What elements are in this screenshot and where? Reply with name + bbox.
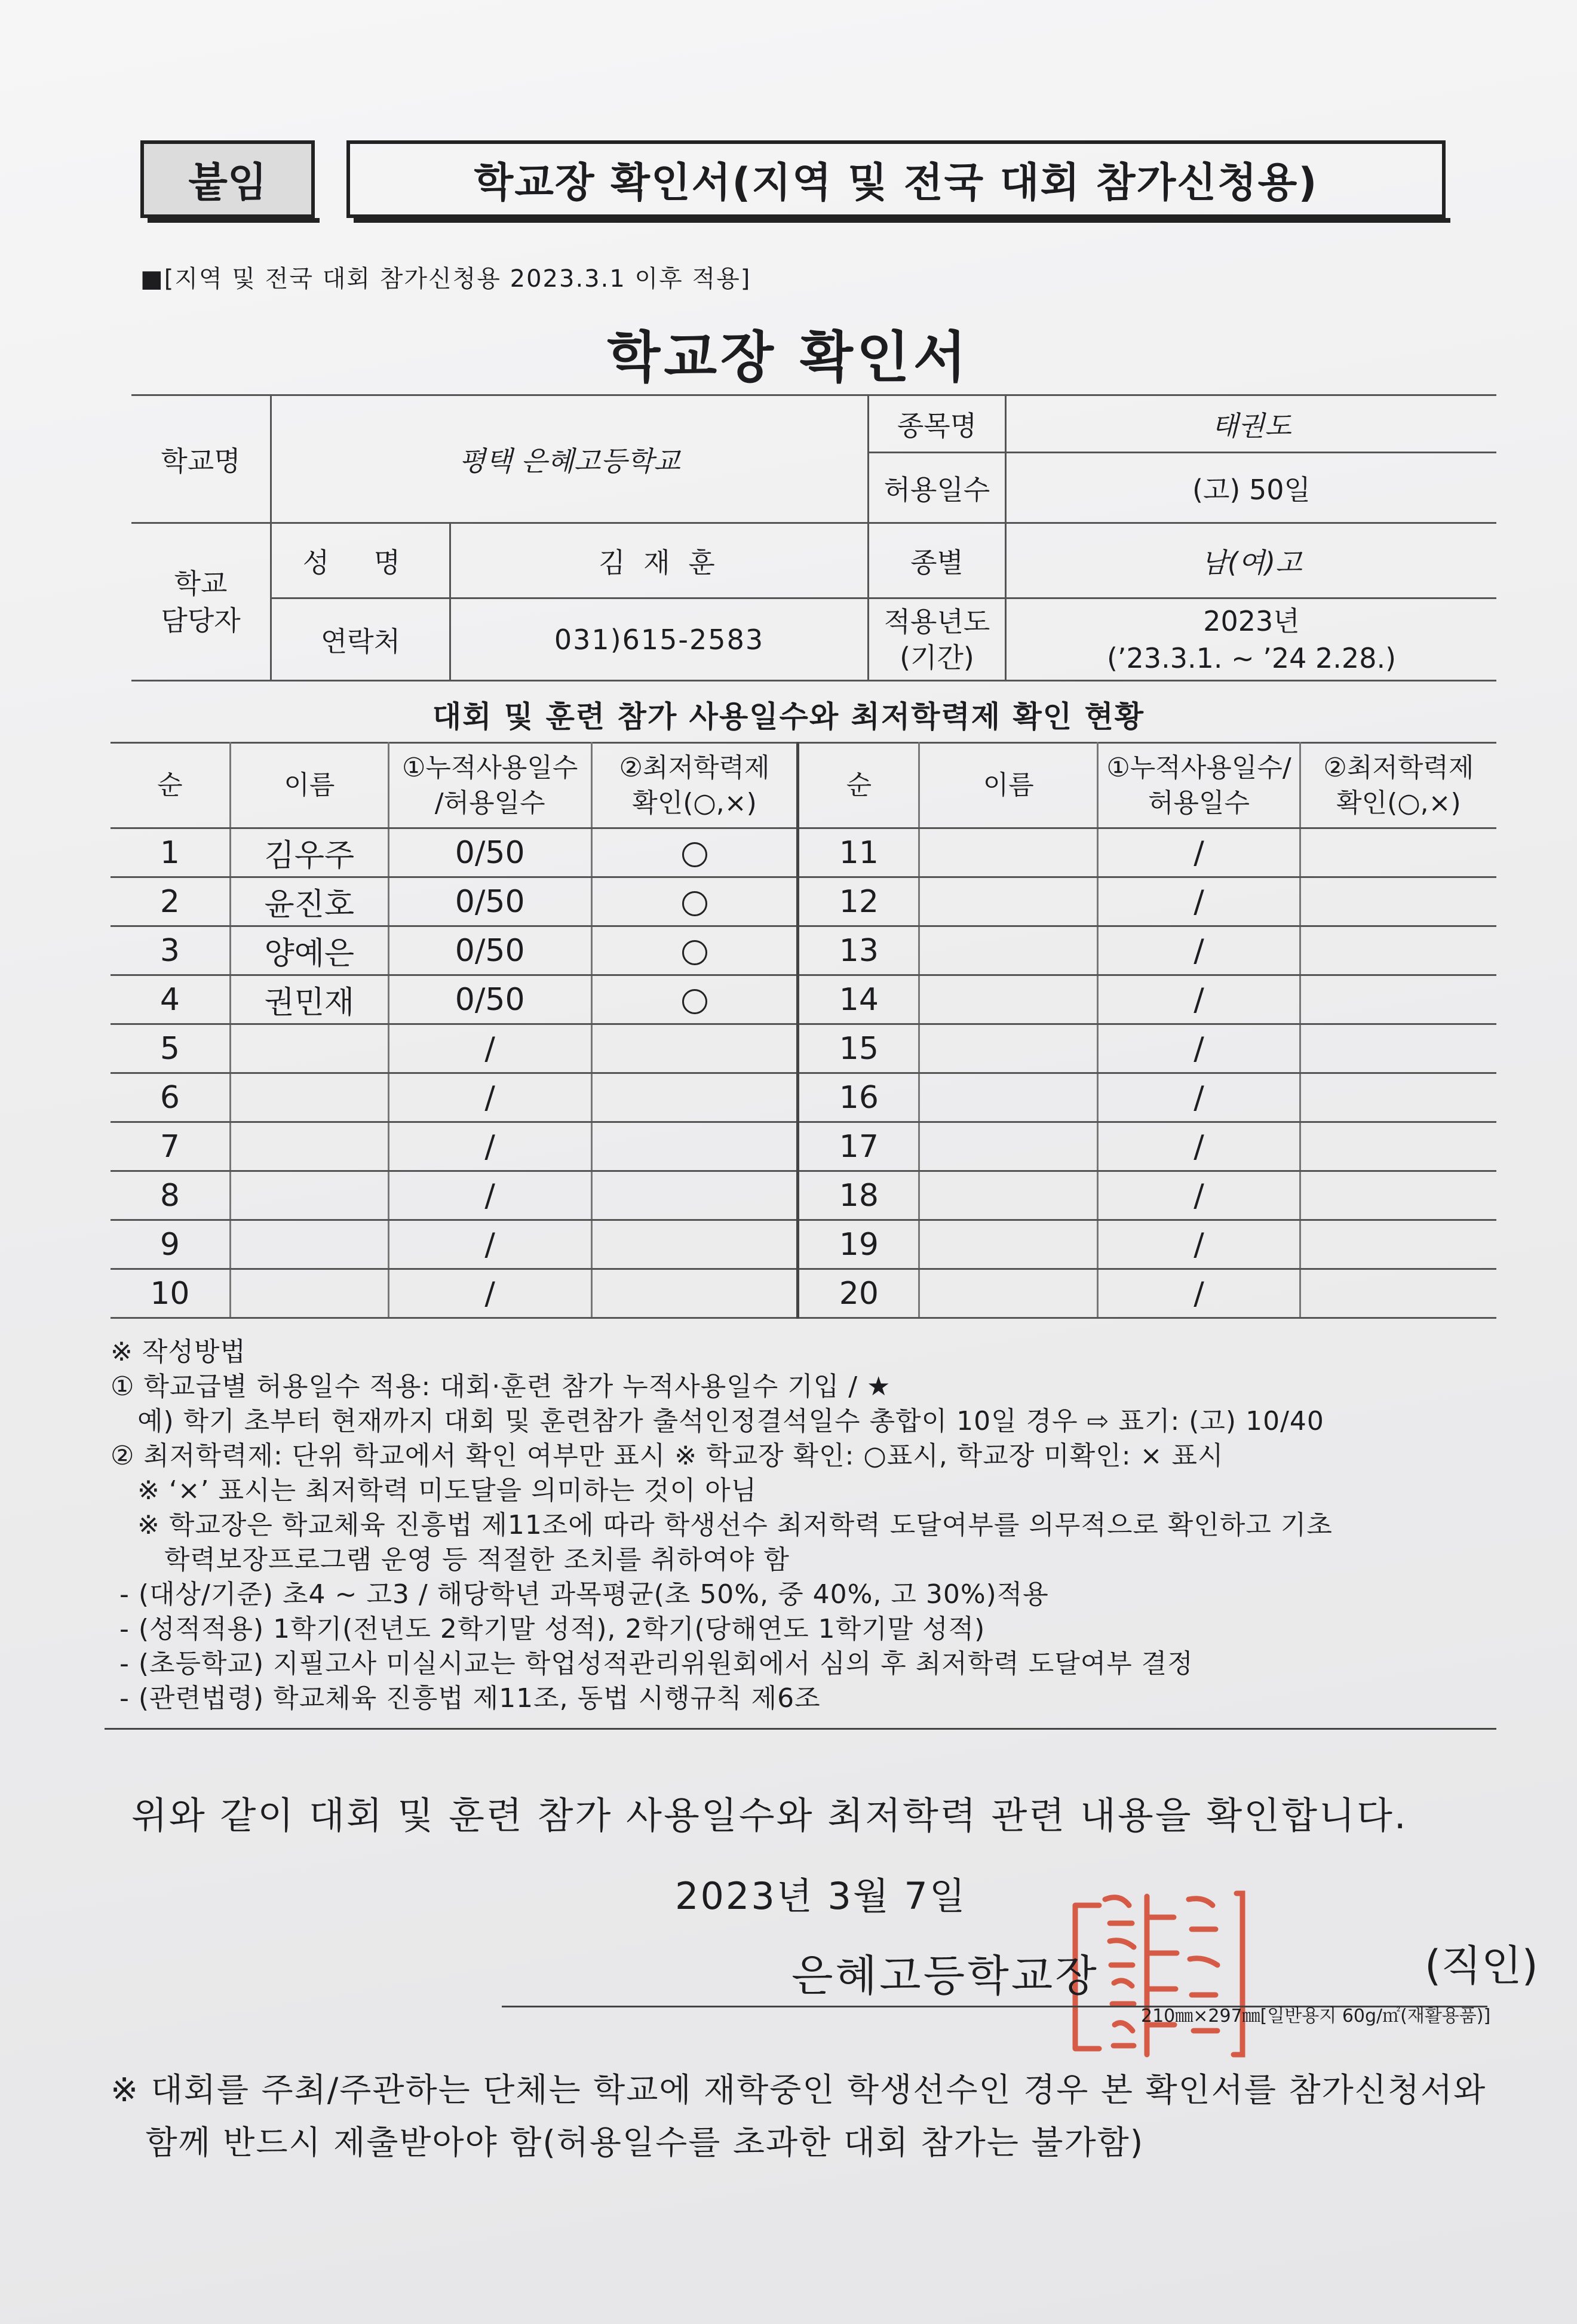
gender-label: 종별 [869, 523, 1006, 598]
roster-cell-no: 7 [111, 1122, 230, 1171]
roster-cell-ok [591, 1171, 798, 1220]
roster-cell-name [230, 1171, 388, 1220]
roster-cell-name2 [919, 828, 1098, 877]
roster-cell-days2: / [1098, 1122, 1300, 1171]
roster-cell-days: / [388, 1171, 591, 1220]
roster-cell-days: / [388, 1269, 591, 1318]
roster-cell-no2: 19 [798, 1220, 919, 1269]
school-info-table [131, 394, 1496, 681]
roster-cell-ok2 [1300, 1220, 1496, 1269]
school-principal-name: 은혜고등학교장 [791, 1951, 1099, 2001]
roster-cell-days2: / [1098, 1073, 1300, 1122]
roster-table [111, 742, 1496, 1319]
table-row [111, 926, 1496, 975]
year-value: 2023년 [1203, 604, 1300, 637]
roster-cell-ok2 [1300, 1171, 1496, 1220]
sport-value: 태권도 [1006, 395, 1497, 453]
roster-cell-name2 [919, 1171, 1098, 1220]
roster-cell-days2: / [1098, 1220, 1300, 1269]
roster-header-3: ①누적사용일수 /허용일수 [388, 743, 591, 828]
gender-value: 남(여)고 [1006, 523, 1497, 598]
roster-cell-days2: / [1098, 877, 1300, 926]
roster-cell-name: 권민재 [230, 975, 388, 1024]
roster-cell-ok2 [1300, 1269, 1496, 1318]
roster-cell-name [230, 1073, 388, 1122]
submission-footnote [111, 2064, 1486, 2169]
roster-cell-no2: 12 [798, 877, 919, 926]
roster-cell-name [230, 1220, 388, 1269]
roster-cell-no2: 11 [798, 828, 919, 877]
roster-cell-no: 2 [111, 877, 230, 926]
roster-cell-no: 4 [111, 975, 230, 1024]
roster-cell-ok [591, 877, 798, 926]
instruction-line: ① 학교급별 허용일수 적용: 대회·훈련 참가 누적사용일수 기입 / ★ [111, 1371, 891, 1402]
footnote-line: 함께 반드시 제출받아야 함(허용일수를 초과한 대회 참가는 불가함) [111, 2123, 1145, 2162]
roster-cell-name [230, 1024, 388, 1073]
table-row [111, 1171, 1496, 1220]
roster-cell-name2 [919, 1073, 1098, 1122]
roster-header-7: ①누적사용일수/ 허용일수 [1098, 743, 1300, 828]
table-row [111, 1220, 1496, 1269]
roster-cell-name: 김우주 [230, 828, 388, 877]
instruction-line: - (관련법령) 학교체육 진흥법 제11조, 동법 시행규칙 제6조 [111, 1683, 821, 1714]
roster-cell-no2: 15 [798, 1024, 919, 1073]
roster-title: 대회 및 훈련 참가 사용일수와 최저학력제 확인 현황 [432, 699, 1145, 734]
table-row [111, 1024, 1496, 1073]
seal-label: (직인) [1425, 1941, 1538, 1990]
roster-header-2: 이름 [230, 743, 388, 828]
roster-cell-ok [591, 975, 798, 1024]
roster-cell-no2: 20 [798, 1269, 919, 1318]
roster-cell-ok [591, 1122, 798, 1171]
roster-cell-no2: 13 [798, 926, 919, 975]
instruction-line: 학력보장프로그램 운영 등 적절한 조치를 취하여야 함 [111, 1545, 790, 1575]
instruction-line: - (초등학교) 지필고사 미실시교는 학업성적관리위원회에서 심의 후 최저학력 도달여부 결정 [111, 1648, 1194, 1679]
table-row [111, 877, 1496, 926]
check-circle-mark [682, 989, 707, 1014]
year-cell [1006, 598, 1497, 681]
divider-line [105, 1728, 1496, 1730]
writing-instructions [111, 1335, 1544, 1716]
contact-value: 031)615-2583 [450, 598, 869, 681]
roster-cell-days2: / [1098, 975, 1300, 1024]
roster-cell-ok2 [1300, 926, 1496, 975]
roster-cell-days2: / [1098, 1171, 1300, 1220]
issue-date: 2023년 3월 7일 [675, 1874, 967, 1918]
roster-cell-name2 [919, 877, 1098, 926]
roster-cell-name [230, 1269, 388, 1318]
table-row [111, 1122, 1496, 1171]
roster-header-8: ②최저학력제 확인(○,×) [1300, 743, 1496, 828]
roster-cell-ok2 [1300, 877, 1496, 926]
application-notice: ■[지역 및 전국 대회 참가신청용 2023.3.1 이후 적용] [140, 265, 751, 293]
confirmation-statement: 위와 같이 대회 및 훈련 참가 사용일수와 최저학력 관련 내용을 확인합니다. [131, 1794, 1408, 1837]
check-circle-mark [682, 940, 707, 965]
roster-cell-days: 0/50 [388, 828, 591, 877]
roster-cell-name [230, 1122, 388, 1171]
roster-cell-no: 3 [111, 926, 230, 975]
instruction-line: - (대상/기준) 초4 ~ 고3 / 해당학년 과목평균(초 50%, 중 40%, 고 30%)적용 [111, 1579, 1049, 1610]
school-name-value: 평택 은혜고등학교 [271, 395, 869, 523]
instruction-line: ② 최저학력제: 단위 학교에서 확인 여부만 표시 ※ 학교장 확인: ○표시, 학교장 미확인: × 표시 [111, 1441, 1224, 1471]
instruction-line: ※ 학교장은 학교체육 진흥법 제11조에 따라 학생선수 최저학력 도달여부를 의무적으로 확인하고 기초 [111, 1510, 1333, 1540]
roster-cell-name2 [919, 1269, 1098, 1318]
paper-spec: 210㎜×297㎜[일반용지 60g/㎡(재활용품)] [1141, 2006, 1491, 2027]
roster-cell-ok [591, 1269, 798, 1318]
roster-cell-ok2 [1300, 828, 1496, 877]
instruction-line: - (성적적용) 1학기(전년도 2학기말 성적), 2학기(당해연도 1학기말 성적) [111, 1614, 986, 1644]
roster-cell-days: / [388, 1024, 591, 1073]
roster-cell-ok2 [1300, 1122, 1496, 1171]
document-title: 학교장 확인서 [607, 326, 970, 389]
roster-cell-ok [591, 1073, 798, 1122]
roster-cell-name2 [919, 1122, 1098, 1171]
person-name-value: 김 재 훈 [450, 523, 869, 598]
roster-cell-no2: 17 [798, 1122, 919, 1171]
contact-label: 연락처 [271, 598, 450, 681]
roster-cell-name: 윤진호 [230, 877, 388, 926]
roster-header-5: 순 [798, 743, 919, 828]
year-label: 적용년도 (기간) [869, 598, 1006, 681]
roster-cell-name2 [919, 1220, 1098, 1269]
manager-label: 학교 담당자 [131, 523, 271, 681]
roster-cell-days: 0/50 [388, 975, 591, 1024]
roster-cell-no: 6 [111, 1073, 230, 1122]
roster-cell-name: 양예은 [230, 926, 388, 975]
roster-cell-days2: / [1098, 828, 1300, 877]
instruction-line: ※ ‘×’ 표시는 최저학력 미도달을 의미하는 것이 아님 [111, 1475, 757, 1506]
sport-label: 종목명 [869, 395, 1006, 453]
roster-cell-name2 [919, 975, 1098, 1024]
instruction-line: 예) 학기 초부터 현재까지 대회 및 훈련참가 출석인정결석일수 총합이 10일 경우 ⇨ 표기: (고) 10/40 [111, 1406, 1324, 1436]
roster-cell-ok [591, 1220, 798, 1269]
footnote-line: ※ 대회를 주최/주관하는 단체는 학교에 재학중인 학생선수인 경우 본 확인서를 참가신청서와 [111, 2071, 1487, 2109]
roster-cell-no: 9 [111, 1220, 230, 1269]
attachment-label: 붙임 [140, 140, 315, 218]
roster-cell-days: 0/50 [388, 877, 591, 926]
allowed-days-label: 허용일수 [869, 453, 1006, 523]
roster-cell-ok [591, 926, 798, 975]
roster-cell-ok [591, 828, 798, 877]
roster-cell-ok2 [1300, 975, 1496, 1024]
roster-cell-name2 [919, 1024, 1098, 1073]
instruction-line: ※ 작성방법 [111, 1337, 246, 1367]
check-circle-mark [682, 842, 707, 867]
roster-cell-no: 10 [111, 1269, 230, 1318]
table-row [111, 828, 1496, 877]
table-row [111, 975, 1496, 1024]
check-circle-mark [682, 891, 707, 916]
roster-cell-ok [591, 1024, 798, 1073]
roster-cell-ok2 [1300, 1073, 1496, 1122]
roster-cell-ok2 [1300, 1024, 1496, 1073]
roster-header-4: ②최저학력제 확인(○,×) [591, 743, 798, 828]
roster-cell-days: / [388, 1220, 591, 1269]
roster-cell-days2: / [1098, 1269, 1300, 1318]
roster-header-6: 이름 [919, 743, 1098, 828]
roster-cell-days2: / [1098, 926, 1300, 975]
header-title: 학교장 확인서(지역 및 전국 대회 참가신청용) [346, 140, 1446, 218]
roster-cell-no2: 14 [798, 975, 919, 1024]
roster-header-1: 순 [111, 743, 230, 828]
roster-cell-days: 0/50 [388, 926, 591, 975]
roster-cell-name2 [919, 926, 1098, 975]
table-row [111, 1073, 1496, 1122]
roster-cell-no2: 18 [798, 1171, 919, 1220]
roster-cell-days: / [388, 1073, 591, 1122]
roster-cell-no: 1 [111, 828, 230, 877]
roster-cell-days: / [388, 1122, 591, 1171]
person-name-label: 성 명 [271, 523, 450, 598]
roster-cell-no: 8 [111, 1171, 230, 1220]
table-row [111, 1269, 1496, 1318]
roster-cell-no2: 16 [798, 1073, 919, 1122]
allowed-days-value: (고) 50일 [1006, 453, 1497, 523]
roster-cell-days2: / [1098, 1024, 1300, 1073]
period-value: (’23.3.1. ~ ’24 2.28.) [1106, 641, 1397, 674]
school-name-label: 학교명 [131, 395, 271, 523]
roster-cell-no: 5 [111, 1024, 230, 1073]
